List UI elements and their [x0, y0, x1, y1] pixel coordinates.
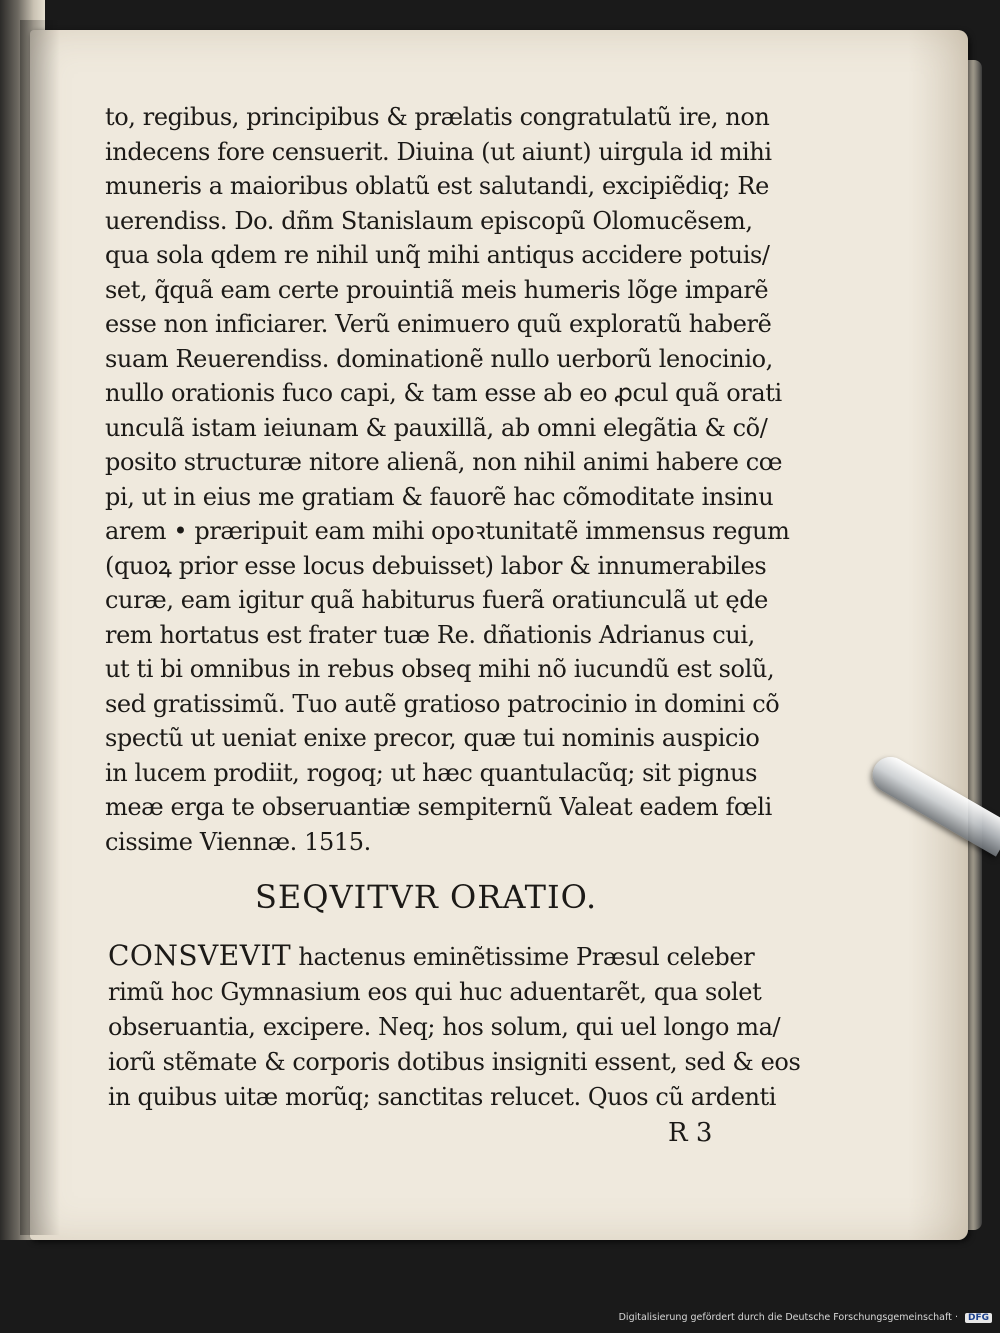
- text-line: suam Reuerendiss. dominationẽ nullo uerborũ lenocinio,: [105, 344, 773, 373]
- text-line: unculã istam ieiunam & pauxillã, ab omni elegãtia & cõ/: [105, 413, 768, 442]
- text-line: ut ti bi omnibus in rebus obseq mihi nõ iucundũ est solũ,: [105, 655, 775, 683]
- digitization-footer: Digitalisierung gefördert durch die Deutsche Forschungsgemeinschaft · DFG: [0, 1312, 992, 1323]
- text-line: pi, ut in eius me gratiam & fauorẽ hac cõmoditate insinu: [105, 482, 774, 511]
- text-line: curæ, eam igitur quã habiturus fuerã oratiunculã ut ęde: [105, 586, 768, 614]
- dedication-text: [105, 100, 790, 859]
- text-line: in quibus uitæ morũq; sanctitas relucet. Quos cũ ardenti: [108, 1083, 777, 1111]
- text-line: arem • præripuit eam mihi opoꝛtunitatẽ immensus regum: [105, 517, 790, 545]
- text-line: obseruantia, excipere. Neq; hos solum, qui uel longo ma/: [108, 1013, 781, 1041]
- text-line: nullo orationis fuco capi, & tam esse ab eo ꝓcul quã orati: [105, 379, 782, 407]
- text-line: posito structuræ nitore alienã, non nihil animi habere cœ: [105, 448, 783, 476]
- dfg-logo-icon: DFG: [965, 1313, 992, 1323]
- text-line: (quoꝝ prior esse locus debuisset) labor & innumerabiles: [105, 551, 767, 580]
- footer-text: Digitalisierung gefördert durch die Deutsche Forschungsgemeinschaft: [618, 1312, 952, 1323]
- text-line: iorũ stẽmate & corporis dotibus insigniti essent, sed & eos: [108, 1048, 801, 1076]
- oration-first-line: [108, 938, 778, 975]
- text-line: in lucem prodiit, rogoq; ut hæc quantulacũq; sit pignus: [105, 758, 758, 787]
- text-line: meæ erga te obseruantiæ sempiternũ Valeat eadem fœli: [105, 793, 772, 821]
- text-line: muneris a maioribus oblatũ est salutandi, excipiẽdiq; Re: [105, 172, 769, 200]
- text-line: cissime Viennæ. 1515.: [105, 827, 371, 856]
- first-line-rest: hactenus eminẽtissime Præsul celeber: [291, 943, 755, 971]
- text-line: sed gratissimũ. Tuo autẽ gratioso patrocinio in domini cõ: [105, 689, 780, 718]
- text-line: esse non inficiarer. Verũ enimuero quũ exploratũ haberẽ: [105, 310, 772, 338]
- incipit: CONSVEVIT: [108, 939, 292, 972]
- text-line: indecens fore censuerit. Diuina (ut aiunt) uirgula id mihi: [105, 137, 772, 166]
- text-line: uerendiss. Do. dñm Stanislaum episcopũ Olomucẽsem,: [105, 206, 753, 235]
- gutter-shadow: [20, 20, 60, 1235]
- text-line: to, regibus, principibus & prælatis congratulatũ ire, non: [105, 103, 770, 131]
- oration-text: [108, 938, 801, 1115]
- text-line: set, q̃quã eam certe prouintiã meis humeris lõge imparẽ: [105, 275, 769, 304]
- text-line: rimũ hoc Gymnasium eos qui huc aduentarẽt, qua solet: [108, 978, 762, 1006]
- text-line: spectũ ut ueniat enixe precor, quæ tui nominis auspicio: [105, 724, 760, 752]
- text-line: rem hortatus est frater tuæ Re. dñationis Adrianus cui,: [105, 620, 755, 649]
- section-heading: SEQVITVR ORATIO.: [255, 878, 598, 916]
- signature-mark: R 3: [668, 1118, 713, 1148]
- text-line: qua sola qdem re nihil unq̃ mihi antiqus accidere potuis/: [105, 241, 770, 269]
